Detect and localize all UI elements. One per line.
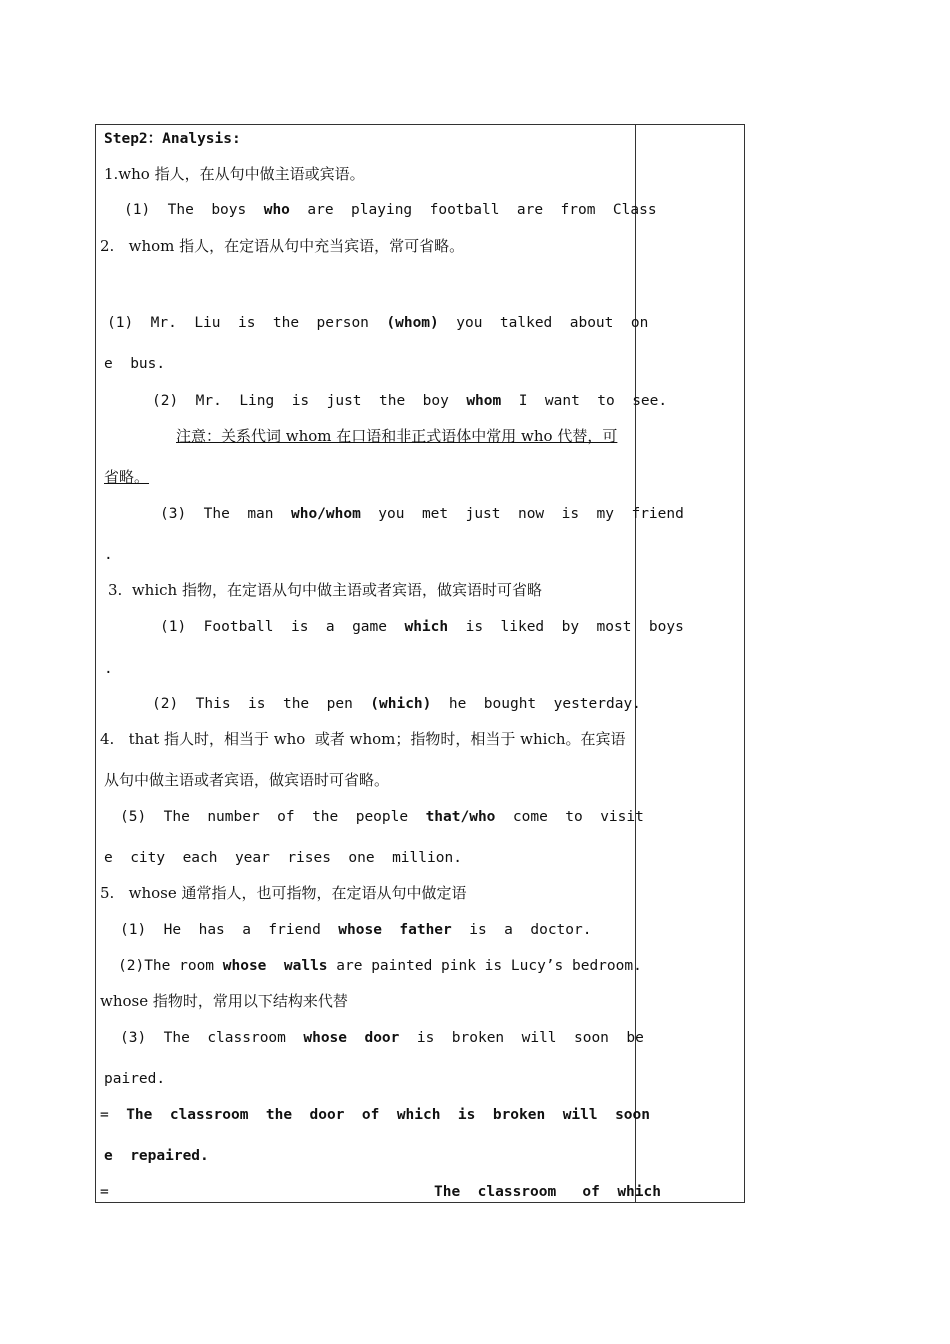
rule-4-title-continued: 从句中做主语或者宾语，做宾语时可省略。 (104, 771, 390, 789)
rule-3-title: 3. which 指物，在定语从句中做主语或者宾语，做宾语时可省略 (108, 581, 542, 599)
example-2-3-continued: . (104, 547, 113, 563)
equivalent-1: = The classroom the door of which is broken will soon (100, 1107, 650, 1123)
example-2-3: (3) The man who/whom you met just now is my friend (160, 506, 684, 522)
equivalent-2-mark: = (100, 1184, 109, 1200)
equivalent-2: The classroom of which (434, 1184, 661, 1200)
example-3-1-continued: . (104, 661, 113, 677)
whom-usage-note-continued: 省略。 (104, 468, 150, 486)
example-3-1: (1) Football is a game which is liked by most boys (160, 619, 684, 635)
section-heading: Step2：Analysis: (104, 131, 241, 147)
whose-substitute-note: whose 指物时，常用以下结构来代替 (100, 992, 348, 1010)
example-4-5-continued: e city each year rises one million. (104, 850, 462, 866)
example-2-1-continued: e bus. (104, 356, 166, 372)
rule-4-title: 4. that 指人时，相当于 who 或者 whom；指物时，相当于 which。在宾语 (100, 730, 626, 748)
example-5-2: (2)The room whose walls are painted pink is Lucy’s bedroom. (118, 958, 642, 974)
example-5-1: (1) He has a friend whose father is a doctor. (120, 922, 592, 938)
example-1-1: (1) The boys who are playing football are from Class (124, 202, 657, 218)
rule-1-title: 1.who 指人，在从句中做主语或宾语。 (104, 165, 365, 183)
example-3-2: (2) This is the pen (which) he bought yesterday. (152, 696, 641, 712)
example-2-1: (1) Mr. Liu is the person (whom) you talked about on (107, 315, 649, 331)
example-5-3-continued: paired. (104, 1071, 166, 1087)
equivalent-1-continued: e repaired. (104, 1148, 209, 1164)
whom-usage-note: 注意：关系代词 whom 在口语和非正式语体中常用 who 代替，可 (176, 427, 618, 445)
rule-5-title: 5. whose 通常指人，也可指物，在定语从句中做定语 (100, 884, 467, 902)
example-4-5: (5) The number of the people that/who come to visit (120, 809, 644, 825)
example-5-3: (3) The classroom whose door is broken will soon be (120, 1030, 644, 1046)
example-2-2: (2) Mr. Ling is just the boy whom I want to see. (152, 393, 668, 409)
rule-2-title: 2. whom 指人，在定语从句中充当宾语，常可省略。 (100, 237, 465, 255)
